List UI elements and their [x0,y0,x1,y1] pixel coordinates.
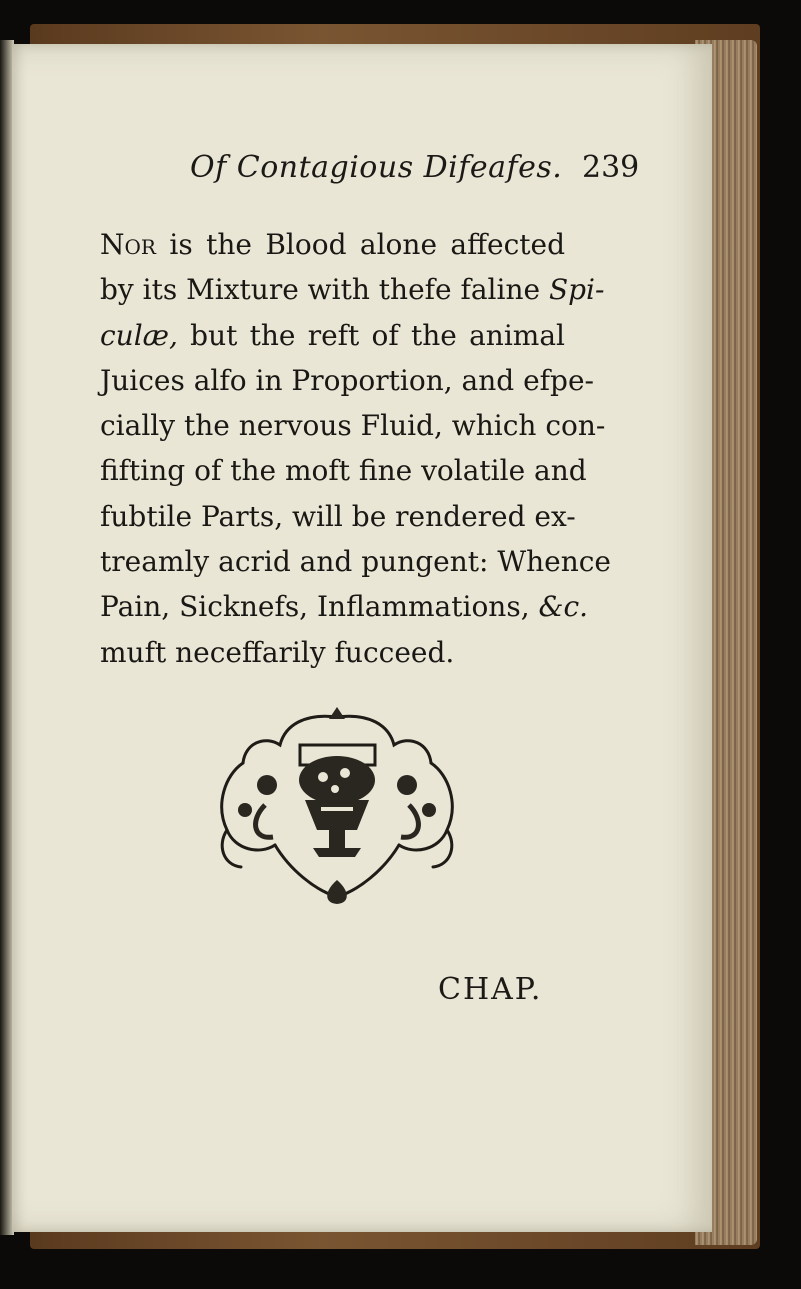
text-line: fubtile Parts, will be rendered ex- [100,499,576,533]
text-segment: is the Blood alone affected [155,228,565,261]
text-segment: but the reft of the animal [177,318,565,352]
running-title: Of Contagious Difeafes. [190,150,563,185]
page-header [190,150,640,194]
text-line: Juices alfo in Proportion, and efpe- [100,363,594,397]
text-line [100,313,565,358]
text-line: treamly acrid and pungent: Whence [100,545,611,579]
italic-segment: culæ, [100,318,178,352]
floral-vase-ornament-icon [205,705,470,905]
text-line: fifting of the moft fine volatile and [100,454,587,488]
catchword: CHAP. [438,972,543,1007]
drop-word: Nor [100,228,156,261]
text-line [100,267,605,312]
text-line: muft neceffarily fucceed. [100,635,455,669]
text-line [100,222,565,267]
paragraph [100,222,611,675]
italic-segment: &c. [538,590,589,624]
text-line [100,584,589,629]
text-line: cially the nervous Fluid, which con- [100,409,606,443]
italic-segment: Spi- [548,273,605,307]
text-segment: by its Mixture with thefe faline [100,273,549,307]
text-segment: Pain, Sicknefs, Inflammations, [100,590,539,624]
page-number: 239 [582,150,640,185]
